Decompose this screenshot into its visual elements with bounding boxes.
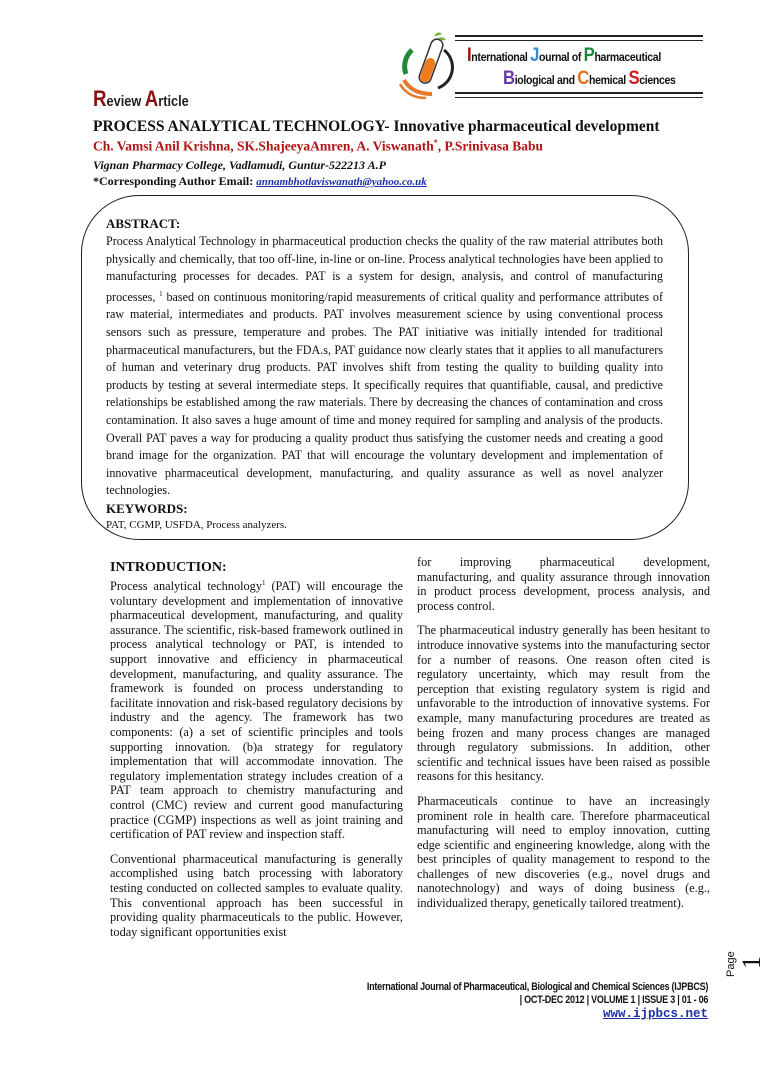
abstract-box — [81, 195, 689, 540]
article-title: PROCESS ANALYTICAL TECHNOLOGY- Innovative pharmaceutical development — [93, 118, 660, 135]
journal-logo-icon — [398, 28, 460, 100]
paragraph: Conventional pharmaceutical manufacturing is generally accomplished using batch processing with laboratory testing conducted on collected samples to evaluate quality. This conventional approach has been successful in providing quality pharmaceuticals to the public. However, today significant opportunities exist — [110, 851, 403, 939]
footer — [292, 981, 708, 1021]
keywords-text: PAT, CGMP, USFDA, Process analyzers. — [106, 518, 287, 531]
paragraph: for improving pharmaceutical development, manufacturing, and quality assurance through innovation in product process development, process analysis, and process control. — [417, 555, 710, 613]
introduction-heading: INTRODUCTION: — [110, 560, 227, 575]
paragraph: Pharmaceuticals continue to have an increasingly prominent role in health care. Therefore pharmaceutical manufacturing will need to employ innovation, cutting edge scientific and engineering knowledge, along with the best principles of quality management to respond to the challenges of new discoveries (e.g., novel drugs and nanotechnology) and ways of doing business (e.g., individualized therapy, genetically tailored treatment). — [417, 793, 710, 911]
email-link[interactable]: annambhotlaviswanath@yahoo.co.uk — [256, 176, 427, 188]
abstract-text: Process Analytical Technology in pharmaceutical production checks the quality of the raw material attributes both physically and chemically, that too off-line, in-line or on-line. Process analytical technologies have been applied to manufacturing processes for decades. PAT is a system for design, analysis, and control of manufacturing processes, $^1$ based on continuous monitoring/rapid measurements of critical quality and performance attributes of raw material, intermediates and products. PAT involves measurement science by using conventional process sensors such as pressure, temperature and probes. The PAT initiative was initially intended for traditional pharmaceutical manufacturers, but the FDA.s, PAT guidance now clearly states that it applies to all manufacturers of human and veterinary drug products. PAT involves shift from testing the quality to building quality into products by testing at several intermediate steps. It specifically requires that quantifiable, causal, and predictive relationships be established among the raw materials. There by decreasing the chances of contamination and cross contamination. It also saves a huge amount of time and money required for sampling and analysis of the products. Overall PAT paves a way for producing a quality product thus satisfying the customer needs and creating a good brand image for the organization. PAT that will encourage the voluntary development and implementation of innovative pharmaceutical development, manufacturing, and quality assurance as well as novel analyzer technologies. — [106, 234, 663, 498]
banner-rule — [455, 35, 703, 37]
corresponding-author: *Corresponding Author Email: annambhotlaviswanath@yahoo.co.uk — [93, 174, 427, 188]
banner-rule — [455, 97, 703, 98]
article-type: Review Article — [93, 86, 189, 111]
banner-rule — [455, 92, 703, 94]
page-number — [723, 925, 766, 977]
footer-journal: International Journal of Pharmaceutical, Biological and Chemical Sciences (IJPBCS) — [366, 981, 708, 993]
journal-name-line1: International Journal of Pharmaceutical — [467, 45, 661, 66]
paragraph: The pharmaceutical industry generally has been hesitant to introduce innovative systems into the manufacturing sector for a number of reasons. One reason often cited is regulatory uncertainty, which may result from the perception that existing regulatory system is rigid and unfavorable to the introduction of innovative systems. For example, many manufacturing procedures are treated as being frozen and many process changes are managed through regulatory submissions. In addition, other scientific and technical issues have been raised as possible reasons for this hesitancy. — [417, 623, 710, 784]
column-right — [417, 555, 710, 921]
column-left — [110, 560, 403, 949]
abstract-heading: ABSTRACT: — [106, 216, 181, 231]
page-label: Page — [725, 951, 737, 977]
banner-rule — [455, 40, 703, 41]
page-digit: 1 — [737, 956, 766, 969]
keywords-heading: KEYWORDS: — [106, 500, 188, 516]
affiliation: Vignan Pharmacy College, Vadlamudi, Guntur-522213 A.P — [93, 158, 386, 172]
website-link[interactable]: www.ijpbcs.net — [602, 1007, 708, 1021]
journal-name-line2: Biological and Chemical Sciences — [503, 68, 676, 89]
footer-issue: | OCT-DEC 2012 | VOLUME 1 | ISSUE 3 | 01 - 06 — [519, 994, 708, 1006]
paragraph: Process analytical technology$^1$ (PAT) will encourage the voluntary development and implementation of innovative pharmaceutical development, manufacturing, and quality assurance. The scientific, risk-based framework outlined in process analytical technology or PAT, is intended to support innovative and efficiency in pharmaceutical development, manufacturing, and quality assurance. The framework is founded on process understanding to facilitate innovation and risk-based regulatory decisions by industry and the agency. The framework has two components: (a) a set of scientific principles and tools supporting innovation. (b)a strategy for regulatory implementation that will accommodate innovation. The regulatory implementation strategy includes creation of a PAT team approach to chemistry manufacturing and control (CMC) review and current good manufacturing practice (CGMP) inspections as well as joint training and certification of PAT review and inspection staff. — [110, 579, 403, 842]
authors: Ch. Vamsi Anil Krishna, SK.ShajeeyaAmren, A. Viswanath*, P.Srinivasa Babu — [93, 138, 543, 154]
journal-banner — [455, 33, 705, 99]
